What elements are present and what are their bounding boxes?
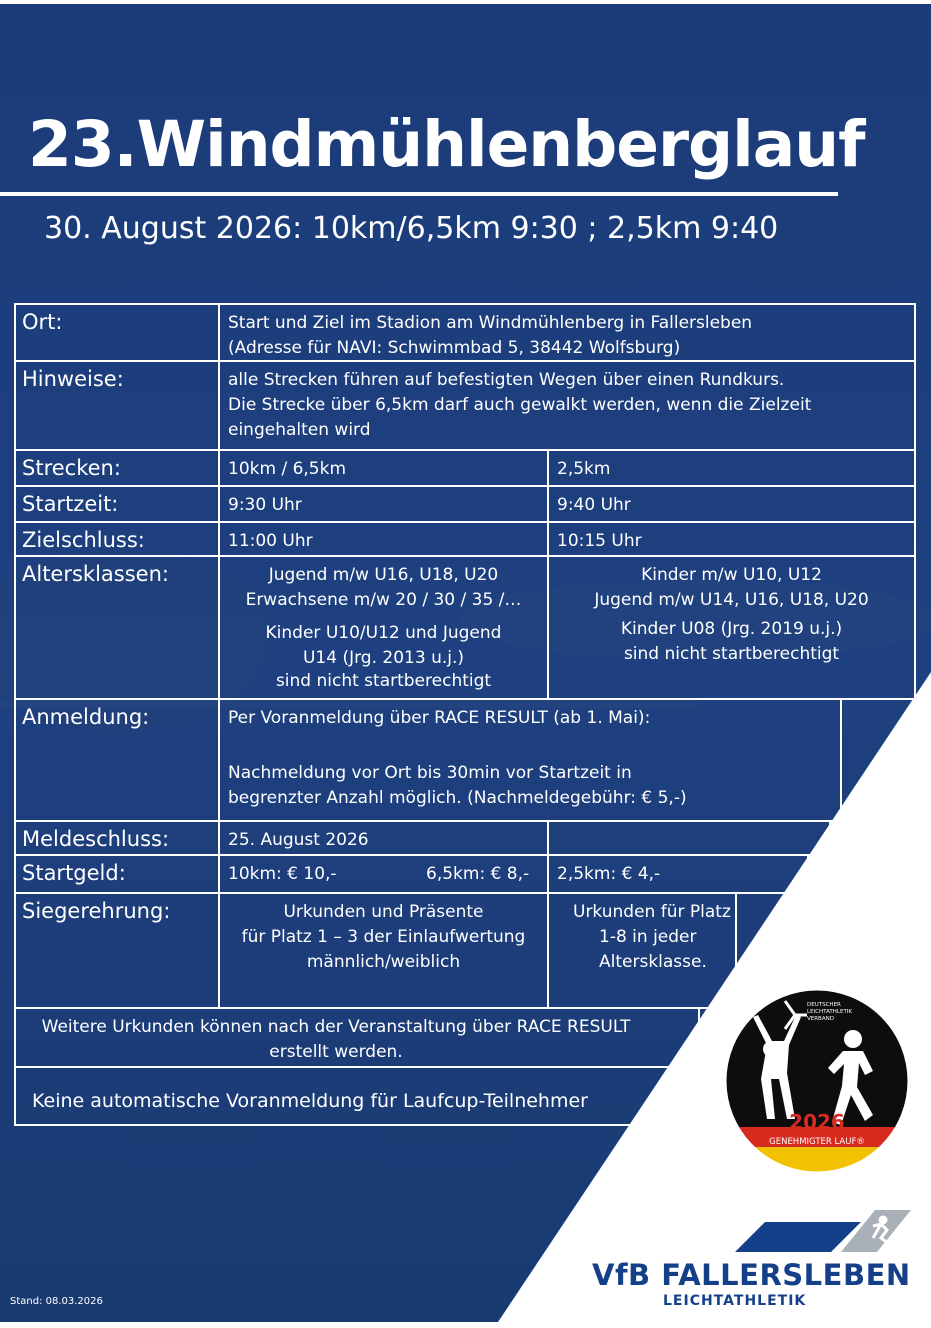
label-meldeschluss-text: Meldeschluss: xyxy=(22,827,170,851)
hinweise-line-1: alle Strecken führen auf befestigten Wegen über einen Rundkurs. xyxy=(228,370,785,390)
title-underline xyxy=(0,192,838,196)
label-strecken-text: Strecken: xyxy=(22,456,121,480)
anmeldung-line-1: Per Voranmeldung über RACE RESULT (ab 1. Mai): xyxy=(228,708,651,728)
value-anmeldung xyxy=(218,698,842,822)
sieg2-line-3: Altersklasse. xyxy=(599,952,707,972)
label-ort-text: Ort: xyxy=(22,310,63,334)
vfb-logo-icon xyxy=(735,1210,911,1252)
anmeldung-line-3: begrenzter Anzahl möglich. (Nachmeldegebühr: € 5,-) xyxy=(228,788,687,808)
ak1-line-5: sind nicht startberechtigt xyxy=(275,671,492,691)
ak1-line-4: U14 (Jrg. 2013 u.j.) xyxy=(302,648,465,668)
dlv-org-line-1: DEUTSCHER xyxy=(807,1002,841,1008)
ak2-line-3: Kinder U08 (Jrg. 2019 u.j.) xyxy=(620,619,843,639)
ak1-gap xyxy=(228,613,539,621)
label-anmeldung-text: Anmeldung: xyxy=(22,705,150,729)
value-meldeschluss-2 xyxy=(547,820,831,856)
value-hinweise xyxy=(218,360,916,451)
label-zielschluss xyxy=(14,521,220,557)
sieg1-line-3: männlich/weiblich xyxy=(306,952,461,972)
value-strecken-1: 10km / 6,5km xyxy=(218,449,549,487)
startgeld-65km: 6,5km: € 8,- xyxy=(426,864,530,884)
value-startzeit-2: 9:40 Uhr xyxy=(547,485,916,523)
ak2-line-1: Kinder m/w U10, U12 xyxy=(641,565,822,585)
sieg1-line-2: für Platz 1 – 3 der Einlaufwertung xyxy=(241,927,526,947)
ak1-line-3: Kinder U10/U12 und Jugend xyxy=(265,623,502,643)
dlv-org-line-3: VERBAND xyxy=(807,1016,834,1022)
ort-line-1: Start und Ziel im Stadion am Windmühlenberg in Fallersleben xyxy=(228,313,753,333)
label-strecken xyxy=(14,449,220,487)
label-startgeld-text: Startgeld: xyxy=(22,861,126,885)
stand-date: Stand: 08.03.2026 xyxy=(10,1296,103,1307)
label-ort xyxy=(14,303,220,362)
value-strecken-2: 2,5km xyxy=(547,449,916,487)
label-anmeldung xyxy=(14,698,220,822)
label-hinweise-text: Hinweise: xyxy=(22,367,124,391)
urkunden-note-line-1: Weitere Urkunden können nach der Veranstaltung über RACE RESULT xyxy=(41,1017,631,1037)
label-startzeit-text: Startzeit: xyxy=(22,492,119,516)
label-siegerehrung-text: Siegerehrung: xyxy=(22,899,171,923)
badge-caption: GENEHMIGTER LAUF® xyxy=(769,1137,865,1147)
label-altersklassen-text: Altersklassen: xyxy=(22,562,169,586)
value-zielschluss-2: 10:15 Uhr xyxy=(547,521,916,557)
sieg1-line-1: Urkunden und Präsente xyxy=(283,902,484,922)
hinweise-line-2: Die Strecke über 6,5km darf auch gewalkt werden, wenn die Zielzeit xyxy=(228,395,812,415)
label-zielschluss-text: Zielschluss: xyxy=(22,528,145,552)
label-startzeit xyxy=(14,485,220,523)
laufcup-note xyxy=(14,1066,674,1126)
sieg2-line-1: Urkunden für Platz xyxy=(573,902,731,922)
label-startgeld xyxy=(14,854,220,894)
vfb-brand-name: VfB FALLERSLEBEN xyxy=(592,1258,911,1292)
label-siegerehrung xyxy=(14,892,220,1009)
value-altersklassen-1 xyxy=(218,555,549,700)
vfb-brand-sub: LEICHTATHLETIK xyxy=(663,1293,807,1309)
dlv-approved-run-badge xyxy=(723,987,911,1175)
laufcup-note-text: Keine automatische Voranmeldung für Laufcup-Teilnehmer xyxy=(32,1090,588,1112)
ort-line-2: (Adresse für NAVI: Schwimmbad 5, 38442 Wolfsburg) xyxy=(228,338,681,358)
value-ort xyxy=(218,303,916,362)
value-startgeld-1 xyxy=(218,854,549,894)
ak1-line-2: Erwachsene m/w 20 / 30 / 35 /… xyxy=(245,590,522,610)
badge-year: 2026 xyxy=(789,1110,845,1134)
startgeld-10km: 10km: € 10,- xyxy=(228,864,337,884)
dlv-org-line-2: LEICHTATHLETIK xyxy=(807,1009,853,1015)
anmeldung-line-2: Nachmeldung vor Ort bis 30min vor Startzeit in xyxy=(228,763,632,783)
value-siegerehrung-1 xyxy=(218,892,549,1009)
sieg2-line-2: 1-8 in jeder xyxy=(599,927,697,947)
anmeldung-spacer xyxy=(228,731,832,761)
value-zielschluss-1: 11:00 Uhr xyxy=(218,521,549,557)
hinweise-line-3: eingehalten wird xyxy=(228,420,371,440)
label-altersklassen xyxy=(14,555,220,700)
event-date-times: 30. August 2026: 10km/6,5km 9:30 ; 2,5km 9:40 xyxy=(44,211,779,246)
label-meldeschluss xyxy=(14,820,220,856)
value-startgeld-2: 2,5km: € 4,- xyxy=(547,854,809,894)
event-title: 23.Windmühlenberglauf xyxy=(28,108,865,181)
urkunden-note-line-2: erstellt werden. xyxy=(269,1042,403,1062)
ak2-line-4: sind nicht startberechtigt xyxy=(623,644,840,664)
ak1-line-1: Jugend m/w U16, U18, U20 xyxy=(268,565,499,585)
ak2-line-2: Jugend m/w U14, U16, U18, U20 xyxy=(594,590,869,610)
value-siegerehrung-2 xyxy=(547,892,737,1009)
label-hinweise xyxy=(14,360,220,451)
value-startzeit-1: 9:30 Uhr xyxy=(218,485,549,523)
value-meldeschluss-1: 25. August 2026 xyxy=(218,820,549,856)
value-altersklassen-2 xyxy=(547,555,916,700)
urkunden-note xyxy=(14,1007,700,1068)
